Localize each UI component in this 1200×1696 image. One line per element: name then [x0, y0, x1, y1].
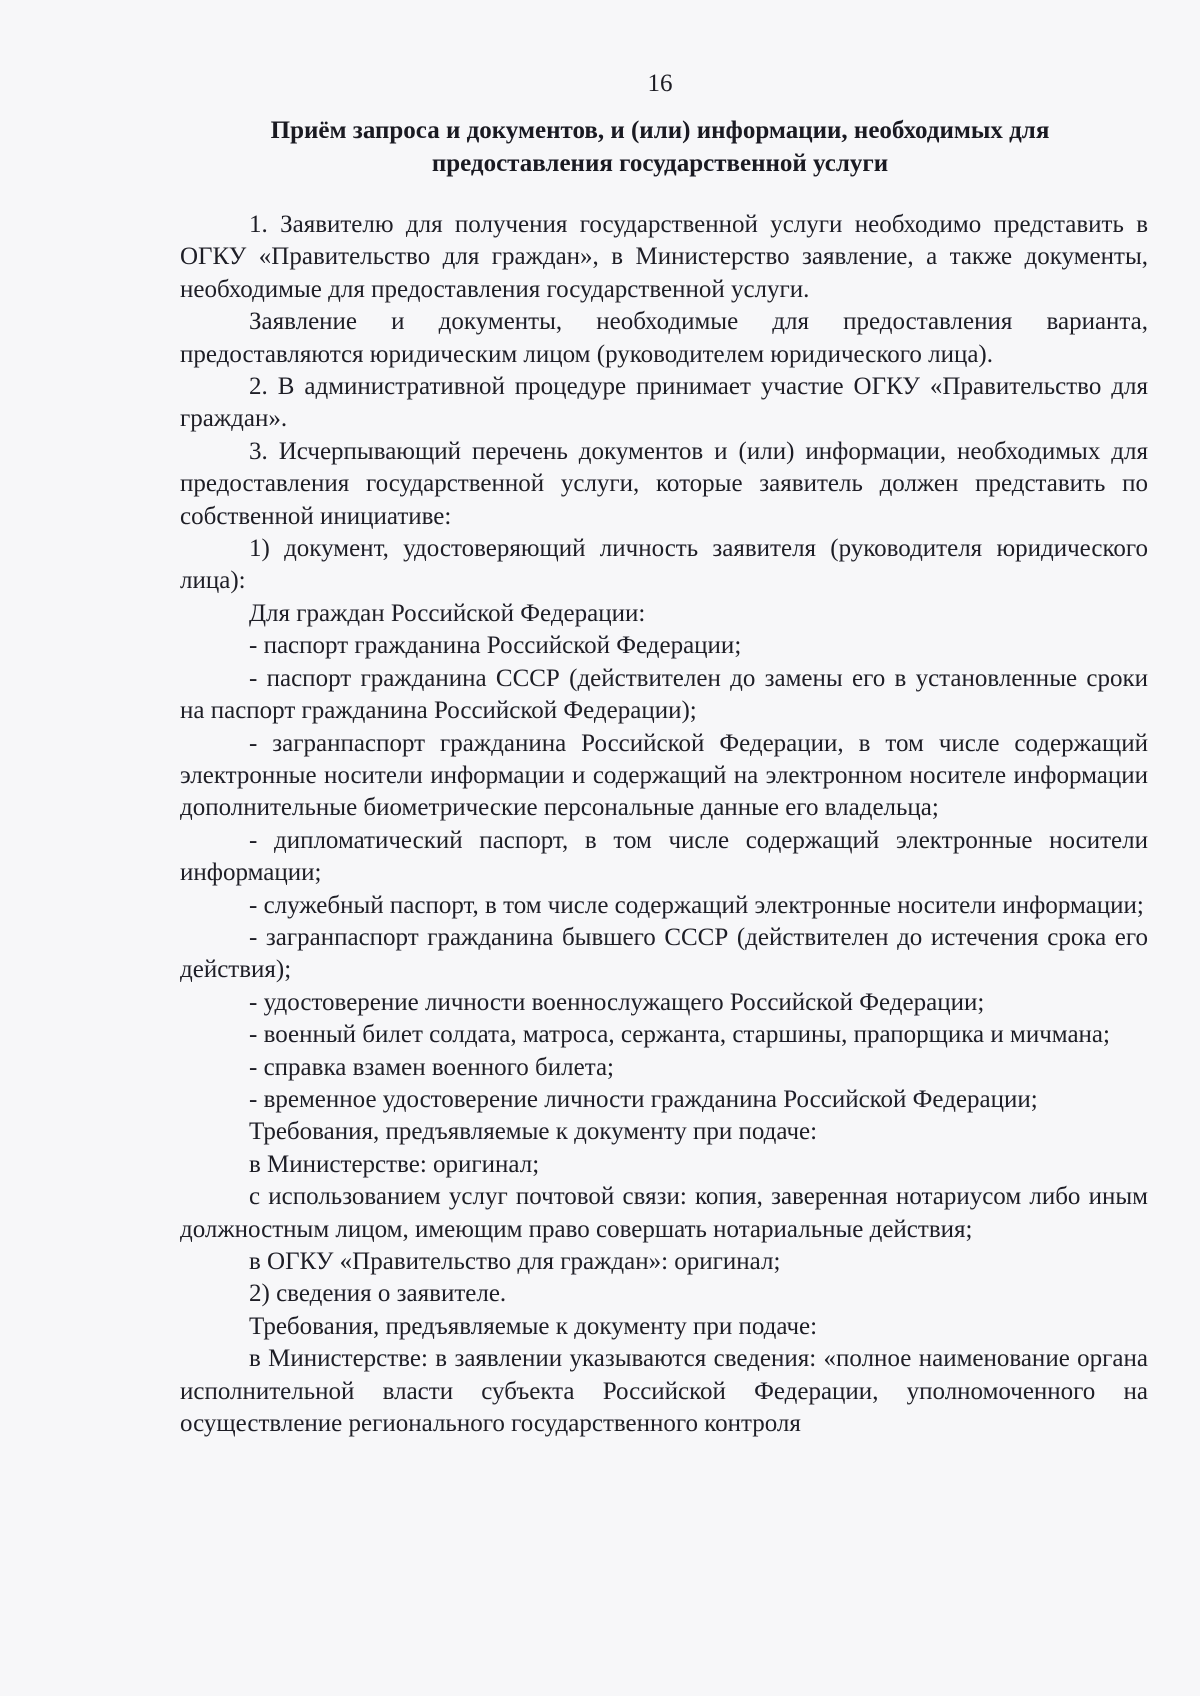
paragraph: - паспорт гражданина Российской Федерации;: [249, 632, 742, 660]
paragraph: - военный билет солдата, матроса, сержанта, старшины, прапорщика и мичмана;: [249, 1021, 1110, 1049]
paragraph: - временное удостоверение личности гражданина Российской Федерации;: [249, 1085, 1038, 1113]
paragraph: - загранпаспорт гражданина Российской Федерации, в том числе содержащий электронные носители информации и содержащий на электронном носителе информации дополнительные биометрические персональные данные его владельца;: [180, 729, 1148, 822]
paragraph: Для граждан Российской Федерации:: [249, 599, 646, 627]
paragraph: - удостоверение личности военнослужащего Российской Федерации;: [249, 988, 985, 1016]
paragraph: - служебный паспорт, в том числе содержащий электронные носители информации;: [249, 891, 1144, 919]
paragraph: в ОГКУ «Правительство для граждан»: оригинал;: [249, 1248, 781, 1275]
paragraph: 1. Заявителю для получения государственной услуги необходимо представить в ОГКУ «Правительство для граждан», в Министерство заявление, а также документы, необходимые для предоставления государственной услуги.: [180, 211, 1148, 303]
document-body: [180, 209, 1148, 1440]
paragraph: с использованием услуг почтовой связи: копия, заверенная нотариусом либо иным должностным лицом, имеющим право совершать нотариальные действия;: [180, 1183, 1148, 1243]
paragraph: в Министерстве: оригинал;: [249, 1150, 540, 1178]
paragraph: - паспорт гражданина СССР (действителен до замены его в установленные сроки на паспорт гражданина Российской Федерации);: [180, 664, 1148, 725]
paragraph: Требования, предъявляемые к документу при подаче:: [249, 1312, 818, 1340]
paragraph: 1) документ, удостоверяющий личность заявителя (руководителя юридического лица):: [180, 535, 1148, 595]
paragraph: 3. Исчерпывающий перечень документов и (или) информации, необходимых для предоставления государственной услуги, которые заявитель должен представить по собственной инициативе:: [180, 437, 1148, 530]
heading-line: Приём запроса и документов, и (или) информации, необходимых для: [270, 117, 1050, 144]
paragraph: - справка взамен военного билета;: [249, 1053, 615, 1081]
page-number: 16: [647, 70, 673, 97]
heading-line: предоставления государственной услуги: [431, 150, 889, 177]
paragraph: Заявление и документы, необходимые для предоставления варианта, предоставляются юридическим лицом (руководителем юридического лица).: [180, 308, 1148, 368]
paragraph: 2. В административной процедуре принимает участие ОГКУ «Правительство для граждан».: [180, 373, 1148, 433]
section-heading: [180, 114, 1140, 180]
paragraph: Требования, предъявляемые к документу при подаче:: [249, 1118, 818, 1146]
paragraph: - дипломатический паспорт, в том числе содержащий электронные носители информации;: [180, 826, 1148, 887]
paragraph: 2) сведения о заявителе.: [249, 1280, 507, 1308]
paragraph: в Министерстве: в заявлении указываются сведения: «полное наименование органа исполнительной власти субъекта Российской Федерации, уполномоченного на осуществление регионального государственного контроля: [180, 1345, 1148, 1438]
paragraph: - загранпаспорт гражданина бывшего СССР (действителен до истечения срока его действия);: [180, 923, 1148, 984]
